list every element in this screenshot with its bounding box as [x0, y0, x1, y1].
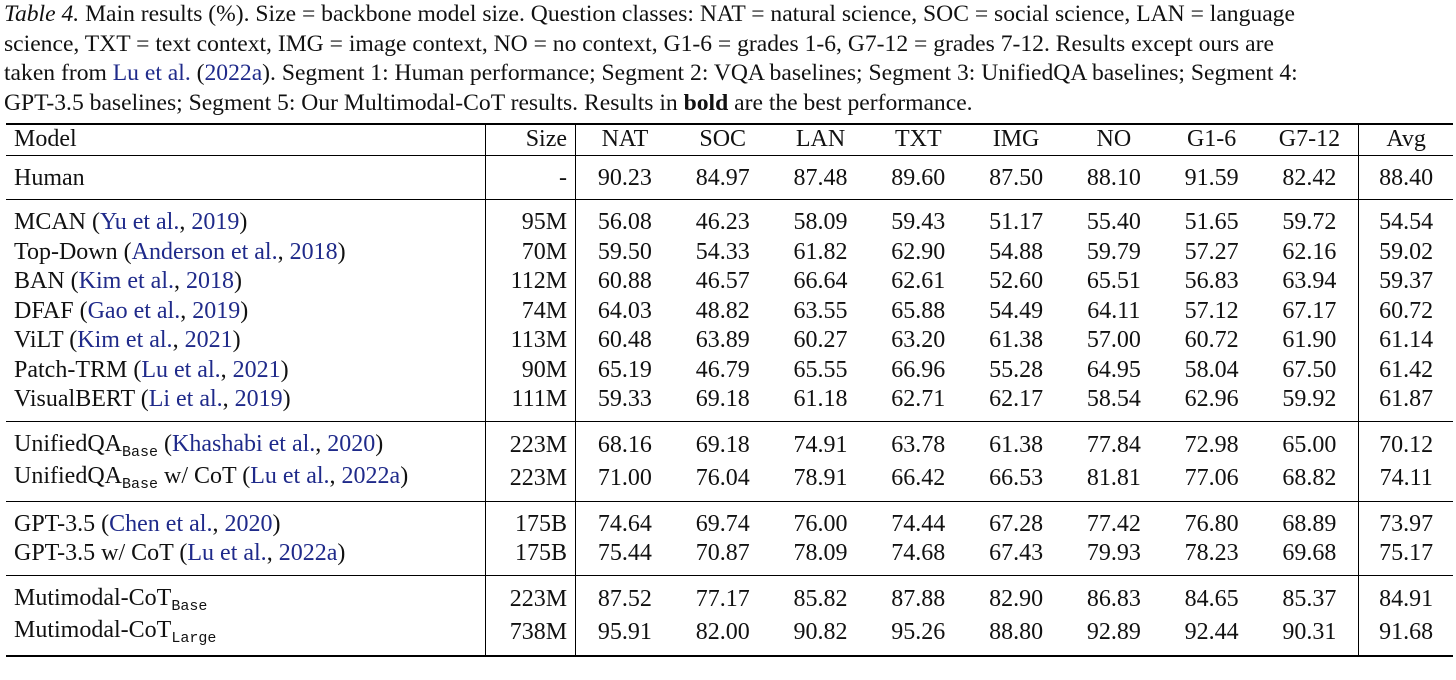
model-name-cell: MCAN (Yu et al., 2019) — [14, 209, 248, 235]
value-cell-img: 67.28 — [989, 510, 1044, 537]
table-row — [6, 238, 1453, 268]
value-cell-lan: 61.82 — [793, 238, 848, 265]
value-cell-nat: 68.16 — [597, 432, 652, 458]
value-cell-no: 79.93 — [1086, 540, 1141, 566]
value-cell-no: 77.42 — [1086, 510, 1141, 537]
citation-year-link[interactable]: 2018 — [185, 268, 234, 294]
size-cell: 70M — [485, 238, 576, 268]
citation-link[interactable]: Lu et al. — [187, 540, 267, 566]
value-cell-img: 54.49 — [989, 297, 1044, 324]
model-name-cell: Patch-TRM (Lu et al., 2021) — [14, 356, 289, 383]
value-cell-g7-12: 65.00 — [1282, 432, 1337, 458]
value-cell-nat: 87.52 — [597, 586, 652, 612]
model-name: BAN — [14, 268, 65, 294]
model-name-cell — [6, 155, 485, 200]
value-cell-g1-6: 57.27 — [1184, 238, 1239, 265]
model-name: GPT-3.5 — [14, 540, 96, 566]
value-cell-g1-6: 77.06 — [1184, 464, 1239, 491]
table-row — [6, 297, 1453, 327]
model-name: Top-Down — [14, 238, 118, 265]
model-size-subscript: Base — [171, 597, 208, 615]
header-g7-12: G7-12 — [1278, 126, 1341, 152]
table-row — [6, 155, 1453, 200]
value-cell-nat: 65.19 — [597, 356, 652, 383]
value-cell-lan: 87.48 — [793, 164, 848, 191]
model-name-cell — [6, 575, 485, 616]
citation-link[interactable]: Anderson et al. — [131, 238, 278, 265]
caption-line-1 — [4, 0, 1452, 30]
value-cell-txt: 63.78 — [891, 432, 946, 458]
value-cell-avg: 61.87 — [1359, 385, 1453, 421]
value-cell-avg: 74.11 — [1359, 462, 1453, 501]
value-cell-no: 88.10 — [1086, 164, 1141, 191]
value-cell-txt: 62.71 — [891, 386, 946, 412]
value-cell-no: 77.84 — [1086, 432, 1141, 458]
header-avg: Avg — [1359, 124, 1453, 155]
value-cell-g7-12: 59.72 — [1282, 209, 1337, 235]
size-cell: 113M — [485, 326, 576, 356]
value-cell-no: 64.95 — [1086, 356, 1141, 383]
model-name-cell: VisualBERT (Li et al., 2019) — [14, 386, 291, 412]
value-cell-nat: 75.44 — [597, 540, 652, 566]
value-cell-soc: 82.00 — [695, 618, 750, 645]
citation-year-link[interactable]: 2022a — [341, 463, 401, 489]
header-size: Size — [485, 124, 576, 155]
value-cell-nat: 60.88 — [597, 268, 652, 294]
value-cell-g7-12: 68.89 — [1282, 510, 1337, 537]
model-name-cell: UnifiedQA$_{Base}$ w/ CoT (Lu et al., 2022a) — [14, 463, 409, 493]
citation-link[interactable]: Kim et al. — [77, 327, 173, 353]
value-cell-avg: 61.14 — [1359, 326, 1453, 356]
value-cell-nat: 59.50 — [597, 238, 652, 265]
table-row — [6, 267, 1453, 297]
table-row — [6, 200, 1453, 238]
citation-year-link[interactable]: 2020 — [327, 430, 376, 457]
table-segment-3 — [6, 421, 1453, 501]
header-img: IMG — [992, 126, 1040, 152]
citation-year-link[interactable]: 2021 — [232, 356, 281, 383]
citation-link[interactable]: Yu et al. — [100, 209, 180, 235]
size-cell: 111M — [485, 385, 576, 421]
model-name-cell: BAN (Kim et al., 2018) — [14, 268, 242, 294]
value-cell-g7-12: 61.90 — [1282, 327, 1337, 353]
table-row — [6, 616, 1453, 656]
value-cell-g1-6: 78.23 — [1184, 540, 1239, 566]
value-cell-no: 59.79 — [1086, 238, 1141, 265]
model-size-subscript: Large — [171, 630, 217, 647]
table-caption — [4, 0, 1452, 118]
citation-link[interactable]: Kim et al. — [78, 268, 174, 294]
value-cell-soc: 77.17 — [695, 586, 750, 612]
value-cell-txt: 62.90 — [891, 238, 946, 265]
value-cell-img: 67.43 — [989, 540, 1044, 566]
value-cell-img: 88.80 — [989, 618, 1044, 645]
value-cell-txt: 74.44 — [891, 510, 946, 537]
table-row — [6, 539, 1453, 575]
header-soc: SOC — [699, 126, 747, 152]
table-segment-2 — [6, 200, 1453, 422]
value-cell-g1-6: 56.83 — [1184, 268, 1239, 294]
value-cell-txt: 62.61 — [891, 268, 946, 294]
caption-citation-year[interactable]: 2022a — [204, 60, 263, 86]
size-cell: 223M — [485, 575, 576, 616]
model-name-cell: GPT-3.5 (Chen et al., 2020) — [14, 510, 281, 537]
value-cell-nat: 95.91 — [597, 618, 652, 645]
value-cell-g1-6: 84.65 — [1184, 586, 1239, 612]
citation-link[interactable]: Li et al. — [148, 386, 223, 412]
value-cell-lan: 63.55 — [793, 297, 848, 324]
model-name-cell: GPT-3.5 w/ CoT (Lu et al., 2022a) — [14, 540, 346, 566]
value-cell-no: 55.40 — [1086, 209, 1141, 235]
value-cell-txt: 59.43 — [891, 209, 946, 235]
value-cell-avg: 59.02 — [1359, 238, 1453, 268]
size-cell: 95M — [485, 200, 576, 238]
value-cell-g7-12: 67.17 — [1282, 297, 1337, 324]
table-segment-4 — [6, 501, 1453, 575]
value-cell-no: 57.00 — [1086, 327, 1141, 353]
value-cell-soc: 76.04 — [695, 464, 750, 491]
model-name: Mutimodal-CoT — [14, 617, 172, 643]
header-nat: NAT — [601, 126, 649, 152]
citation-year-link[interactable]: 2018 — [289, 238, 338, 265]
value-cell-g7-12: 85.37 — [1282, 586, 1337, 612]
model-name: UnifiedQA — [14, 463, 122, 489]
model-name: Human — [14, 164, 85, 191]
model-suffix: w/ CoT — [95, 540, 174, 566]
value-cell-txt: 95.26 — [891, 618, 946, 645]
value-cell-g7-12: 69.68 — [1282, 540, 1337, 566]
value-cell-img: 55.28 — [989, 356, 1044, 383]
header-row — [6, 124, 1453, 155]
value-cell-soc: 46.23 — [695, 209, 750, 235]
value-cell-lan: 65.55 — [793, 356, 848, 383]
model-size-subscript: Base — [121, 443, 158, 461]
value-cell-img: 82.90 — [989, 586, 1044, 612]
value-cell-g1-6: 92.44 — [1184, 618, 1239, 645]
model-name: GPT-3.5 — [14, 510, 96, 537]
value-cell-nat: 90.23 — [597, 164, 652, 191]
value-cell-nat: 59.33 — [597, 386, 652, 412]
model-name: Patch-TRM — [14, 356, 128, 383]
value-cell-no: 92.89 — [1086, 618, 1141, 645]
citation-year-link[interactable]: 2019 — [192, 297, 241, 324]
value-cell-avg: 60.72 — [1359, 297, 1453, 327]
value-cell-avg: 88.40 — [1359, 155, 1453, 200]
table-header — [6, 124, 1453, 155]
value-cell-txt: 87.88 — [891, 586, 946, 612]
value-cell-avg: 70.12 — [1359, 421, 1453, 462]
value-cell-lan: 66.64 — [793, 268, 848, 294]
value-cell-img: 61.38 — [989, 327, 1044, 353]
value-cell-g1-6: 51.65 — [1184, 209, 1239, 235]
value-cell-img: 54.88 — [989, 238, 1044, 265]
citation-year-link[interactable]: 2019 — [191, 209, 240, 235]
value-cell-nat: 71.00 — [597, 464, 652, 491]
model-suffix: w/ CoT — [158, 463, 237, 489]
value-cell-no: 86.83 — [1086, 586, 1141, 612]
value-cell-g7-12: 67.50 — [1282, 356, 1337, 383]
value-cell-nat: 74.64 — [597, 510, 652, 537]
citation-year-link[interactable]: 2021 — [184, 327, 233, 353]
value-cell-avg: 75.17 — [1359, 539, 1453, 575]
value-cell-g1-6: 58.04 — [1184, 356, 1239, 383]
value-cell-soc: 54.33 — [695, 238, 750, 265]
model-name-cell: Top-Down (Anderson et al., 2018) — [14, 238, 346, 265]
caption-line-2: science, TXT = text context, IMG = image context, NO = no context, G1-6 = grades 1-6, G7-12 = grades 7-12. Results except ours are — [4, 30, 1274, 57]
citation-link[interactable]: Khashabi et al. — [172, 430, 316, 457]
value-cell-g7-12: 90.31 — [1282, 618, 1337, 645]
value-cell-avg: 59.37 — [1359, 267, 1453, 297]
value-cell-txt: 63.20 — [891, 327, 946, 353]
citation-year-link[interactable]: 2022a — [278, 540, 338, 566]
value-cell-g7-12: 82.42 — [1282, 164, 1337, 191]
value-cell-g7-12: 62.16 — [1282, 238, 1337, 265]
value-cell-avg: 54.54 — [1359, 200, 1453, 238]
value-cell-lan: 78.91 — [793, 464, 848, 491]
value-cell-soc: 84.97 — [695, 164, 750, 191]
table-row — [6, 385, 1453, 421]
size-cell: 175B — [485, 501, 576, 539]
size-cell: 112M — [485, 267, 576, 297]
model-name: DFAF — [14, 297, 74, 324]
value-cell-avg: 84.91 — [1359, 575, 1453, 616]
value-cell-lan: 61.18 — [793, 386, 848, 412]
size-cell: 738M — [485, 616, 576, 656]
caption-line-4 — [4, 89, 1452, 119]
value-cell-soc: 46.57 — [695, 268, 750, 294]
citation-link[interactable]: Chen et al. — [109, 510, 213, 537]
value-cell-txt: 74.68 — [891, 540, 946, 566]
value-cell-nat: 56.08 — [597, 209, 652, 235]
value-cell-g1-6: 57.12 — [1184, 297, 1239, 324]
value-cell-lan: 58.09 — [793, 209, 848, 235]
value-cell-txt: 65.88 — [891, 297, 946, 324]
value-cell-img: 51.17 — [989, 209, 1044, 235]
value-cell-img: 52.60 — [989, 268, 1044, 294]
value-cell-lan: 60.27 — [793, 327, 848, 353]
header-g1-6: G1-6 — [1186, 126, 1237, 152]
model-name-cell: UnifiedQA$_{Base}$ (Khashabi et al., 2020) — [14, 430, 384, 461]
value-cell-nat: 64.03 — [597, 297, 652, 324]
value-cell-avg: 61.42 — [1359, 356, 1453, 386]
model-name-cell — [6, 616, 485, 656]
value-cell-g1-6: 62.96 — [1184, 386, 1239, 412]
caption-label: Table 4. — [4, 1, 80, 27]
value-cell-soc: 70.87 — [695, 540, 750, 566]
value-cell-nat: 60.48 — [597, 327, 652, 353]
value-cell-lan: 76.00 — [793, 510, 848, 537]
value-cell-g1-6: 76.80 — [1184, 510, 1239, 537]
caption-text-4b: are the best performance. — [728, 89, 973, 116]
value-cell-img: 62.17 — [989, 386, 1044, 412]
value-cell-no: 65.51 — [1086, 268, 1141, 294]
citation-year-link[interactable]: 2019 — [234, 386, 283, 412]
value-cell-soc: 69.18 — [695, 386, 750, 412]
size-cell: 223M — [485, 421, 576, 462]
value-cell-no: 58.54 — [1086, 386, 1141, 412]
value-cell-g7-12: 59.92 — [1282, 386, 1337, 412]
caption-citation-lu[interactable]: Lu et al. — [112, 60, 191, 86]
model-name-cell: ViLT (Kim et al., 2021) — [14, 327, 241, 353]
header-lan: LAN — [795, 126, 846, 152]
value-cell-g7-12: 68.82 — [1282, 464, 1337, 491]
header-no: NO — [1096, 126, 1132, 152]
value-cell-no: 81.81 — [1086, 464, 1141, 491]
value-cell-txt: 66.42 — [891, 464, 946, 491]
size-cell: 223M — [485, 462, 576, 501]
model-name: VisualBERT — [14, 386, 135, 412]
value-cell-lan: 90.82 — [793, 618, 848, 645]
table-row — [6, 326, 1453, 356]
citation-link[interactable]: Lu et al. — [141, 356, 221, 383]
citation-link[interactable]: Lu et al. — [250, 463, 330, 489]
size-cell: 90M — [485, 356, 576, 386]
value-cell-soc: 63.89 — [695, 327, 750, 353]
value-cell-soc: 69.18 — [695, 432, 750, 458]
model-size-subscript: Base — [121, 476, 158, 493]
table-row — [6, 501, 1453, 539]
caption-bold-word: bold — [683, 89, 729, 116]
model-name: UnifiedQA — [14, 430, 122, 457]
table-row — [6, 462, 1453, 501]
results-table — [6, 123, 1453, 657]
header-txt: TXT — [894, 126, 942, 152]
value-cell-lan: 74.91 — [793, 432, 848, 458]
model-name: ViLT — [14, 327, 64, 353]
value-cell-soc: 69.74 — [695, 510, 750, 537]
model-name: Mutimodal-CoT — [14, 584, 172, 611]
value-cell-g7-12: 63.94 — [1282, 268, 1337, 294]
caption-text-1: Main results (%). Size = backbone model size. Question classes: NAT = natural science, SOC = social science, LAN = language — [79, 1, 1295, 27]
value-cell-img: 61.38 — [989, 432, 1044, 458]
caption-text-3b: ). Segment 1: Human performance; Segment 2: VQA baselines; Segment 3: UnifiedQA baselines; Segment 4: — [262, 60, 1298, 86]
caption-text-4a: GPT-3.5 baselines; Segment 5: Our Multimodal-CoT results. Results in — [4, 89, 684, 116]
value-cell-g1-6: 60.72 — [1184, 327, 1239, 353]
model-name-cell: DFAF (Gao et al., 2019) — [14, 297, 249, 324]
table-row — [6, 421, 1453, 462]
size-cell: 175B — [485, 539, 576, 575]
size-cell: - — [485, 155, 576, 200]
table-segment-5 — [6, 575, 1453, 656]
model-name: MCAN — [14, 209, 87, 235]
citation-link[interactable]: Gao et al. — [87, 297, 181, 324]
value-cell-lan: 78.09 — [793, 540, 848, 566]
caption-text-3a: taken from — [4, 60, 113, 86]
header-model: Model — [14, 126, 77, 152]
value-cell-img: 87.50 — [989, 164, 1044, 191]
table-row — [6, 356, 1453, 386]
size-cell: 74M — [485, 297, 576, 327]
value-cell-txt: 66.96 — [891, 356, 946, 383]
value-cell-no: 64.11 — [1087, 297, 1141, 324]
value-cell-soc: 46.79 — [695, 356, 750, 383]
value-cell-avg: 73.97 — [1359, 501, 1453, 539]
table-row — [6, 575, 1453, 616]
value-cell-avg: 91.68 — [1359, 616, 1453, 656]
caption-paren-open: ( — [190, 60, 205, 86]
value-cell-soc: 48.82 — [695, 297, 750, 324]
caption-line-3 — [4, 59, 1452, 89]
value-cell-g1-6: 72.98 — [1184, 432, 1239, 458]
citation-year-link[interactable]: 2020 — [224, 510, 273, 537]
value-cell-img: 66.53 — [989, 464, 1044, 491]
value-cell-g1-6: 91.59 — [1184, 164, 1239, 191]
table-segment-1 — [6, 155, 1453, 200]
value-cell-lan: 85.82 — [793, 586, 848, 612]
value-cell-txt: 89.60 — [891, 164, 946, 191]
